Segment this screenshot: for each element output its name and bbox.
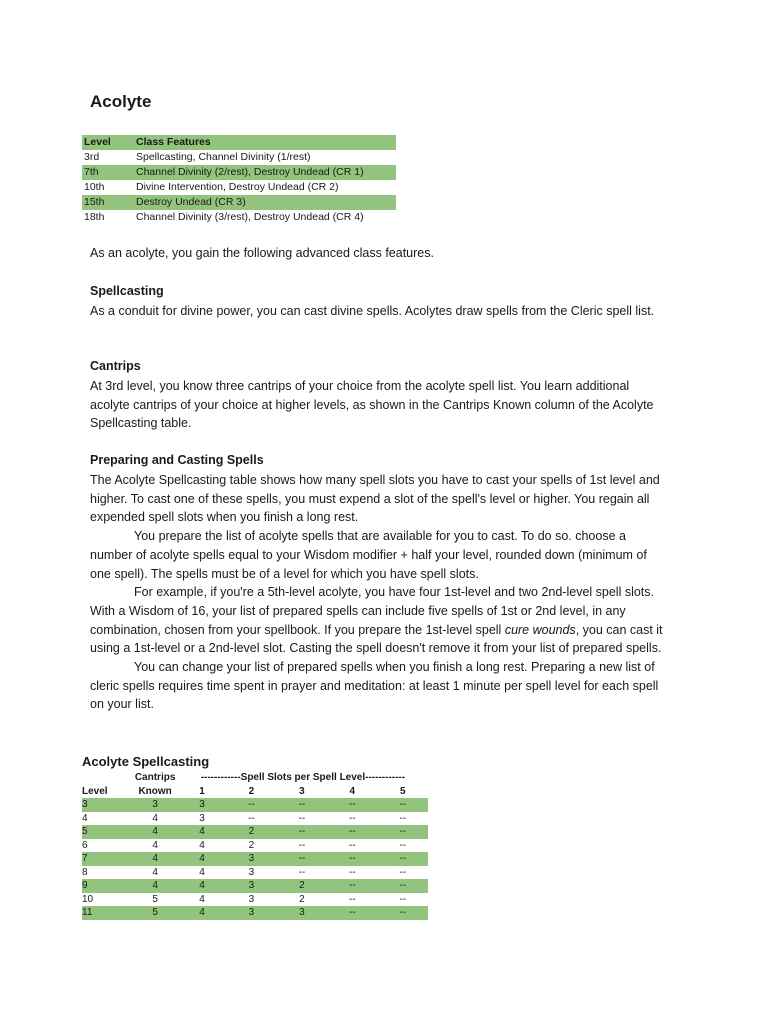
row-slot-5: -- [399, 826, 407, 837]
preparing-paragraph-2: You prepare the list of acolyte spells that are available for you to cast. To do so. choose a number of acolyte spells equal to your Wisdom modifier + half your level, rounded down (minimum of one spell). The spells must be of a level for which you have spell slots. [90, 529, 647, 581]
table-row [82, 893, 428, 907]
row-features: Channel Divinity (2/rest), Destroy Undead (CR 1) [136, 166, 364, 178]
header-slot-3: 3 [299, 785, 305, 797]
row-level: 6 [82, 839, 88, 851]
header-slot-1: 1 [199, 785, 205, 797]
row-slot-1: 4 [199, 853, 205, 864]
row-slot-3: 2 [299, 893, 305, 905]
spellcasting-paragraph: As a conduit for divine power, you can cast divine spells. Acolytes draw spells from the Cleric spell list. [90, 304, 655, 318]
row-slot-2: 3 [248, 866, 255, 878]
row-slot-2: 3 [248, 893, 255, 905]
row-slot-2: 3 [248, 853, 255, 864]
p3-text-b: , you can cast it using a 1st-level or a 2nd-level slot. Casting the spell doesn't remove it from your list of prepared spells. [90, 622, 663, 656]
row-level: 4 [82, 812, 88, 824]
preparing-paragraph-4: You can change your list of prepared spells when you finish a long rest. Preparing a new list of cleric spells requires time spent in prayer and meditation: at least 1 minute per spell level for each spell on your list. [90, 660, 659, 712]
header-known: Known [138, 785, 172, 797]
row-slot-1: 4 [199, 826, 205, 837]
table-header-row-bottom [82, 785, 428, 799]
row-cantrips-known: 4 [152, 880, 158, 891]
row-level: 9 [82, 880, 88, 891]
row-slot-4: -- [348, 907, 356, 918]
page-title: Acolyte [90, 92, 152, 111]
row-slot-2: -- [248, 799, 255, 810]
table-row [82, 812, 428, 826]
cantrips-paragraph: At 3rd level, you know three cantrips of your choice from the acolyte spell list. You learn additional acolyte cantrips of your choice at higher levels, as shown in the Cantrips Known column of the Acolyte Spellcasting table. [90, 379, 654, 431]
row-slot-4: -- [348, 893, 356, 905]
row-slot-5: -- [399, 853, 407, 864]
spellcasting-heading: Spellcasting [90, 284, 164, 298]
spell-table-body [82, 798, 428, 920]
row-level: 5 [82, 826, 88, 837]
header-level: Level [82, 785, 108, 797]
table-header-row [82, 135, 396, 150]
row-slot-5: -- [399, 893, 407, 905]
row-slot-3: 3 [299, 907, 305, 918]
table-row [82, 852, 428, 866]
table-row [82, 165, 396, 180]
preparing-paragraph-1: The Acolyte Spellcasting table shows how many spell slots you have to cast your spells of 1st level and higher. To cast one of these spells, you must expend a slot of the spell's level or higher. You regain all expended spell slots when you finish a long rest. [90, 473, 660, 525]
row-level: 11 [82, 907, 93, 918]
row-slot-5: -- [399, 839, 407, 851]
row-level: 7th [84, 166, 99, 178]
row-slot-2: 2 [248, 826, 255, 837]
row-slot-4: -- [348, 826, 356, 837]
table-row [82, 798, 428, 812]
row-level: 10 [82, 893, 94, 905]
preparing-body [90, 471, 670, 714]
table-row [82, 210, 396, 225]
row-features: Divine Intervention, Destroy Undead (CR 2) [136, 181, 339, 193]
row-slot-3: -- [298, 799, 306, 810]
row-cantrips-known: 4 [152, 839, 158, 851]
row-slot-1: 4 [199, 866, 205, 878]
row-slot-1: 4 [199, 893, 205, 905]
row-slot-5: -- [399, 799, 407, 810]
row-slot-2: 2 [248, 839, 255, 851]
header-slot-5: 5 [399, 785, 406, 797]
row-level: 10th [84, 181, 105, 193]
row-level: 15th [84, 196, 105, 208]
row-slot-3: -- [298, 812, 306, 824]
row-features: Spellcasting, Channel Divinity (1/rest) [136, 151, 311, 163]
row-slot-5: -- [399, 880, 407, 891]
preparing-paragraph-3 [90, 583, 670, 658]
row-cantrips-known: 5 [152, 907, 158, 918]
row-cantrips-known: 4 [152, 812, 158, 824]
header-level: Level [84, 136, 111, 148]
row-slot-5: -- [399, 812, 407, 824]
row-slot-3: 2 [299, 880, 305, 891]
acolyte-spellcasting-table [82, 771, 428, 920]
cantrips-heading: Cantrips [90, 359, 141, 373]
row-slot-4: -- [348, 799, 356, 810]
row-slot-2: -- [248, 812, 255, 824]
row-cantrips-known: 4 [152, 866, 158, 878]
table-row [82, 150, 396, 165]
row-slot-3: -- [298, 866, 306, 878]
row-cantrips-known: 4 [152, 853, 158, 864]
table-row [82, 879, 428, 893]
spell-table-heading: Acolyte Spellcasting [82, 754, 210, 769]
row-level: 18th [84, 211, 105, 223]
row-cantrips-known: 4 [152, 826, 158, 837]
table-row [82, 825, 428, 839]
row-level: 3 [82, 799, 88, 810]
class-features-table [82, 135, 396, 225]
header-slot-2: 2 [248, 785, 255, 797]
row-cantrips-known: 5 [152, 893, 158, 905]
row-slot-1: 4 [199, 839, 205, 851]
header-class-features: Class Features [136, 136, 211, 148]
row-slot-5: -- [399, 907, 407, 918]
row-level: 8 [82, 866, 88, 878]
table-row [82, 906, 428, 920]
table-row [82, 839, 428, 853]
row-features: Channel Divinity (3/rest), Destroy Undead (CR 4) [136, 211, 364, 223]
row-slot-4: -- [348, 812, 356, 824]
row-level: 7 [82, 853, 88, 864]
table-row [82, 866, 428, 880]
row-slot-3: -- [298, 839, 306, 851]
header-slot-4: 4 [349, 785, 356, 797]
row-features: Destroy Undead (CR 3) [136, 196, 246, 208]
row-slot-3: -- [298, 853, 306, 864]
row-slot-4: -- [348, 853, 356, 864]
row-slot-1: 4 [199, 880, 205, 891]
preparing-heading: Preparing and Casting Spells [90, 453, 264, 467]
table-header-row-top [82, 771, 428, 785]
row-slot-4: -- [348, 880, 356, 891]
row-cantrips-known: 3 [152, 799, 158, 810]
table-row [82, 195, 396, 210]
row-slot-1: 3 [199, 799, 205, 810]
row-slot-2: 3 [248, 907, 255, 918]
row-slot-1: 4 [199, 907, 205, 918]
row-slot-4: -- [348, 839, 356, 851]
header-cantrips: Cantrips [134, 772, 176, 783]
row-slot-1: 3 [199, 812, 205, 824]
intro-paragraph: As an acolyte, you gain the following advanced class features. [90, 246, 434, 260]
table-row [82, 180, 396, 195]
header-spell-slots: ------------Spell Slots per Spell Level------------ [200, 772, 406, 783]
p3-text-a: For example, if you're a 5th-level acolyte, you have four 1st-level and two 2nd-level spell slots. With a Wisdom of 16, your list of prepared spells can include five spells of 1st or 2nd level, in any combination, chosen from your spellbook. If you prepare the 1st-level spell [90, 585, 655, 637]
row-slot-4: -- [348, 866, 356, 878]
spell-name-cure-wounds: cure wounds [504, 622, 576, 637]
row-slot-5: -- [399, 866, 407, 878]
row-level: 3rd [84, 151, 100, 163]
row-slot-2: 3 [248, 880, 255, 891]
row-slot-3: -- [298, 826, 306, 837]
